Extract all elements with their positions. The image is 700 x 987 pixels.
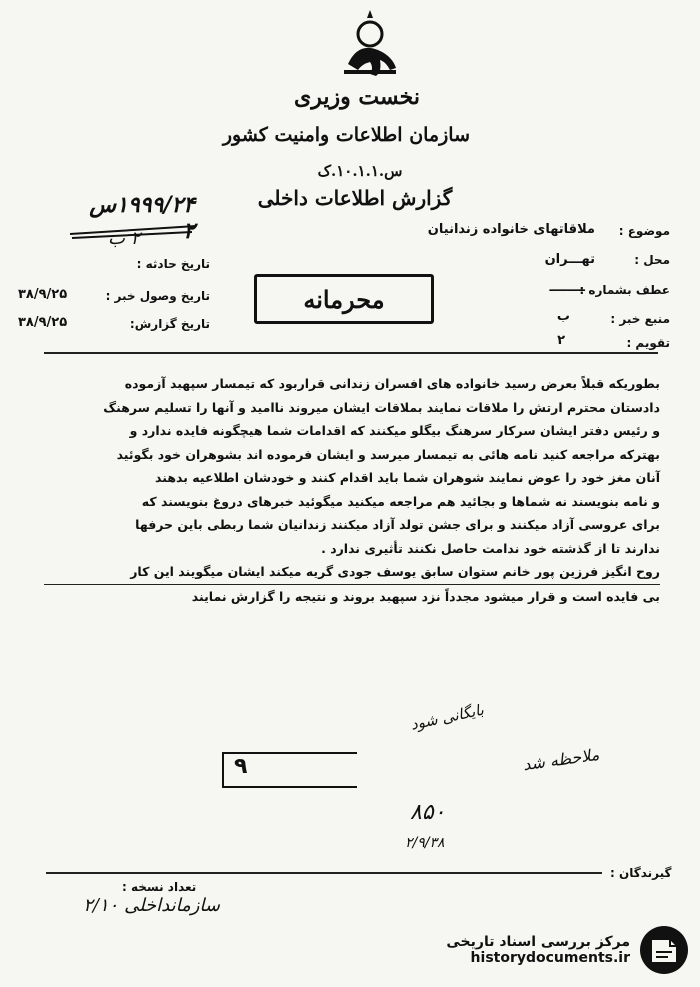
reference-label: عطف بشماره : xyxy=(579,283,670,297)
evaluation-value: ۲ xyxy=(557,333,565,348)
source-value: ب xyxy=(556,309,570,324)
body-line: بطوریکه قبلاً بعرض رسید خانواده های افسران زندانی قراربود که تیمسار سپهبد آزموده xyxy=(124,376,660,391)
lion-and-sun-emblem-icon xyxy=(330,4,410,84)
logo-text-fa: مرکز بررسی اسناد تاریخی xyxy=(446,934,630,950)
report-body xyxy=(44,372,660,608)
handwritten-mark: ۸۵۰ xyxy=(410,800,446,825)
handwritten-note: ۲ ب xyxy=(108,228,141,249)
source-label: منبع خبر : xyxy=(610,312,670,326)
evaluation-label: تقویم : xyxy=(626,336,670,350)
body-line: آنان مغز خود را عوض نمایند شوهران شما باید اقدام کنند و خودشان اطلاعیه بدهند xyxy=(155,470,660,485)
body-line: بی فایده است و قرار میشود مجدداً نزد سپهبد بروند و نتیجه را گزارش نمایند xyxy=(191,588,660,604)
handwritten-reference-number: ۱۹۹۹/۲۴س ۲ xyxy=(89,192,195,244)
handwritten-stamp-number: ۹ xyxy=(222,752,357,788)
confidential-stamp: محرمانه xyxy=(254,274,434,324)
copy-count-label: تعداد نسخه : xyxy=(122,880,197,894)
footer-divider xyxy=(46,872,602,874)
logo-text-en: historydocuments.ir xyxy=(470,950,630,966)
reference-value: ــــــــ xyxy=(549,280,585,295)
handwritten-signature: ملاحظه شد xyxy=(521,744,601,775)
received-date-value: ۳۸/۹/۲۵ xyxy=(18,287,68,302)
report-type-title: گزارش اطلاعات داخلی xyxy=(257,186,453,210)
incident-date-label: تاریخ حادثه : xyxy=(136,257,210,271)
body-line: ندارند تا از گذشته خود ندامت حاصل نکنند تأثیری ندارد . xyxy=(321,540,660,556)
body-line: روح انگیز فرزین پور خانم ستوان سابق یوسف جودی گریه میکند ایشان میگویند این کار xyxy=(44,560,660,585)
header-divider xyxy=(44,352,658,354)
place-label: محل : xyxy=(634,253,670,267)
report-date-label: تاریخ گزارش: xyxy=(129,317,210,331)
handwritten-date: ۲/۹/۳۸ xyxy=(405,835,445,851)
body-line: برای عروسی آزاد میکنند و برای جشن تولد آزاد میکنند زندانیان شما ربطی باین حرفها xyxy=(135,517,660,532)
received-date-label: تاریخ وصول خبر : xyxy=(105,289,210,303)
organization-title: سازمان اطلاعات وامنیت کشور xyxy=(222,124,470,146)
body-line: دادستان محترم ارتش را ملاقات نمایند بملاقات ایشان میروند ناامید و آنها را تسلیم سرهنگ xyxy=(103,399,660,415)
document-code: س.۱۰.۱.۱.ک xyxy=(317,162,403,180)
receivers-label: گیرندگان : xyxy=(610,866,672,880)
handwritten-note-line: بایگانی شود xyxy=(409,700,486,734)
copy-count-value: سازمانداخلی ۲/۱۰ xyxy=(83,895,220,916)
archive-logo-icon xyxy=(638,924,690,976)
office-title: نخست وزیری xyxy=(294,84,420,110)
body-line: و رئیس دفتر ایشان سرکار سرهنگ بیگلو میکنند که اقدامات شما هیچگونه فایده ندارد و xyxy=(129,423,660,438)
report-date-value: ۳۸/۹/۲۵ xyxy=(18,315,68,330)
body-line: و نامه بنویسند نه شماها و بجائید هم مراجعه میکنید میگوئید خبرهای دروغ بنویسند که xyxy=(141,493,660,509)
place-value: تهـــران xyxy=(544,252,595,267)
subject-label: موضوع : xyxy=(618,224,670,238)
body-line: بهترکه مراجعه کنید نامه هائی به تیمسار میرسد و ایشان فرموده اند بشوهران خود بگوئید xyxy=(116,446,660,462)
subject-value: ملاقاتهای خانواده زندانیان xyxy=(427,222,595,237)
site-logo xyxy=(440,920,690,980)
